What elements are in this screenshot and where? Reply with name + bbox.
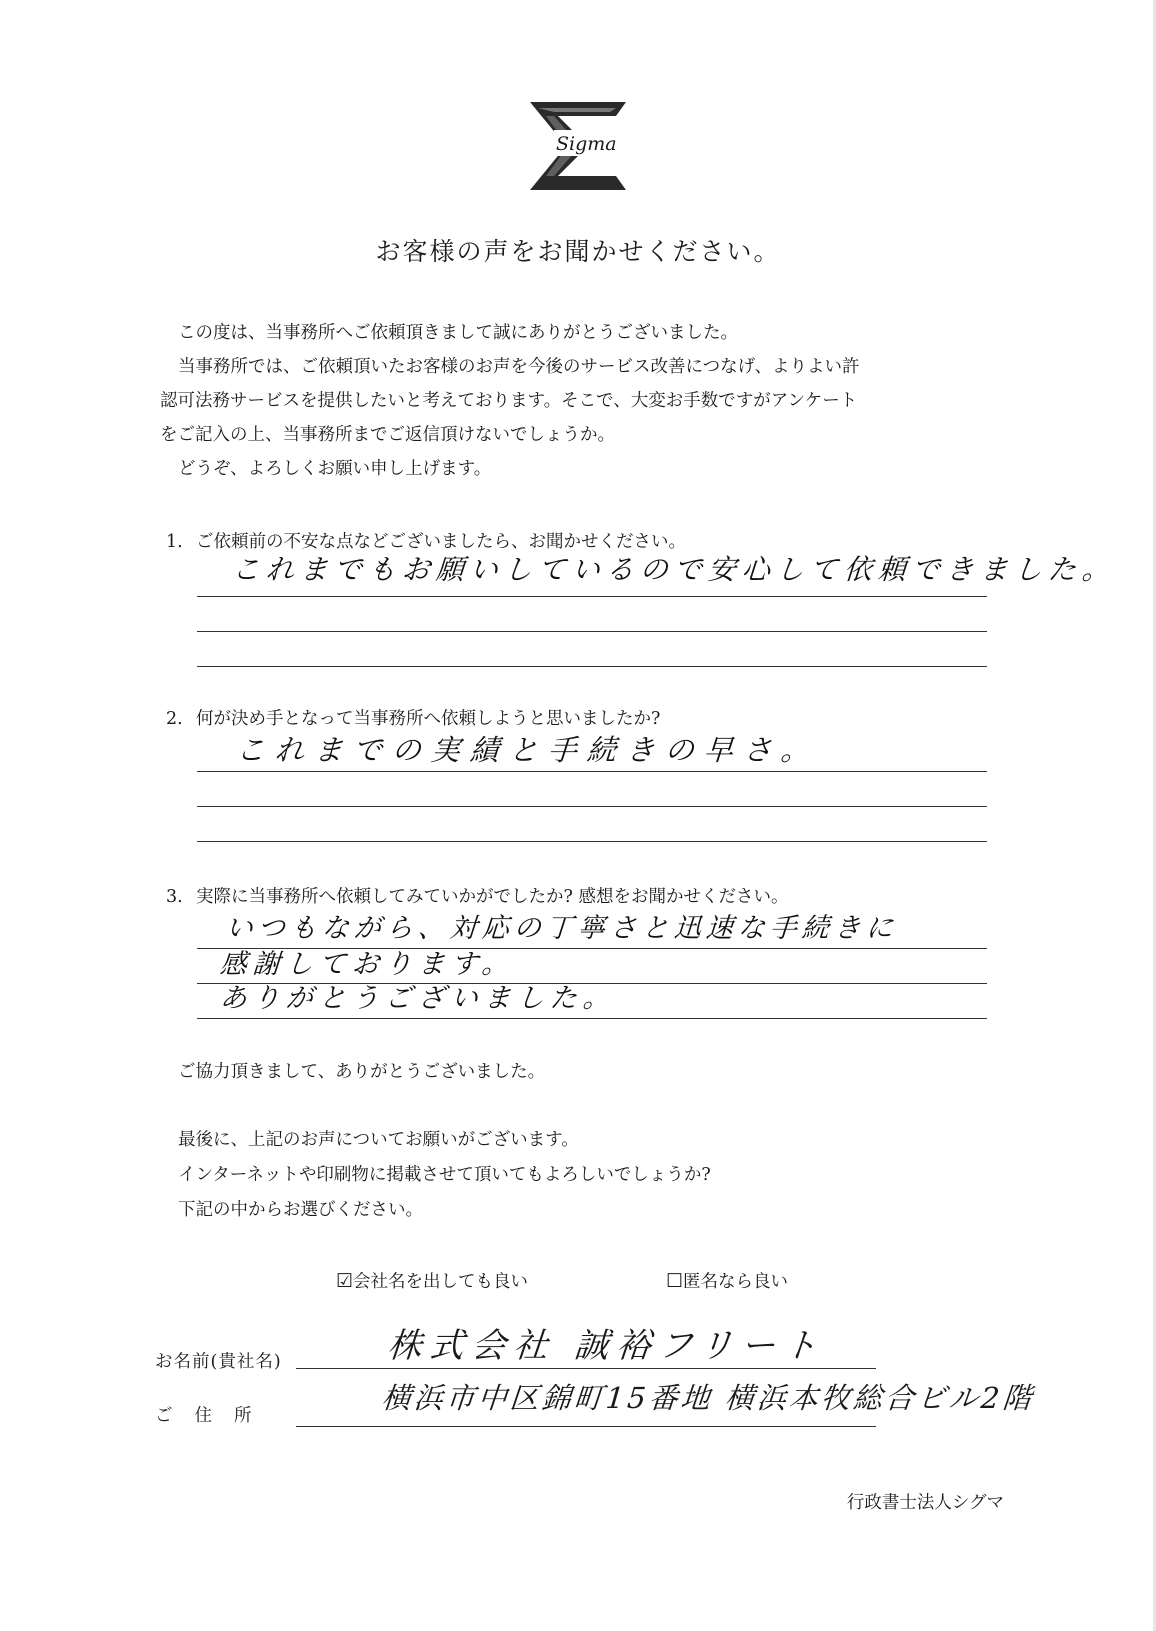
logo-text: Sigma	[556, 133, 617, 155]
name-field[interactable]: 株式会社 誠裕フリート	[385, 1326, 827, 1366]
option-anonymous[interactable]	[666, 1268, 788, 1293]
answer-line	[197, 666, 987, 667]
question-text: 何が決め手となって当事務所へ依頼しようと思いましたか?	[196, 709, 661, 729]
intro-line: どうぞ、よろしくお願い申し上げます。	[178, 459, 492, 479]
answer-line	[197, 596, 987, 597]
answer-line	[197, 806, 987, 807]
footer-org-name: 行政書士法人シグマ	[846, 1493, 1004, 1513]
option-label: 会社名を出しても良い	[353, 1272, 529, 1292]
question-text: 実際に当事務所へ依頼してみていかがでしたか? 感想をお聞かせください。	[196, 887, 789, 907]
intro-line: をご記入の上、当事務所までご返信頂けないでしょうか。	[160, 425, 615, 445]
name-underline	[296, 1368, 876, 1369]
sigma-logo-icon	[528, 100, 628, 192]
answer-2-line-1[interactable]: これまでの実績と手続きの早さ。	[234, 733, 821, 767]
answer-line	[197, 631, 987, 632]
intro-line: この度は、当事務所へご依頼頂きまして誠にありがとうございました。	[178, 323, 738, 343]
request-line: インターネットや印刷物に掲載させて頂いてもよろしいでしょうか?	[178, 1165, 711, 1185]
answer-line	[197, 841, 987, 842]
answer-3-line-3[interactable]: ありがとうございました。	[218, 983, 617, 1014]
question-number: 3.	[166, 887, 183, 907]
answer-line	[197, 1018, 987, 1019]
checkbox-checked-icon[interactable]: ☑	[336, 1270, 354, 1292]
question-number: 2.	[166, 709, 183, 729]
checkbox-icon[interactable]: ☐	[666, 1270, 684, 1292]
request-line: 最後に、上記のお声についてお願いがございます。	[178, 1130, 579, 1150]
name-label: お名前(貴社名)	[155, 1352, 282, 1372]
answer-3-line-1[interactable]: いつもながら、対応の丁寧さと迅速な手続きに	[224, 913, 899, 944]
intro-text	[160, 316, 1008, 486]
answer-3-line-2[interactable]: 感謝しております。	[218, 949, 516, 980]
address-underline	[296, 1426, 876, 1427]
address-label: ご住所	[155, 1406, 274, 1426]
page-title: お客様の声をお聞かせください。	[375, 237, 781, 266]
option-company-name[interactable]	[336, 1268, 528, 1293]
request-line: 下記の中からお選びください。	[178, 1200, 423, 1220]
intro-line: 認可法務サービスを提供したいと考えております。そこで、大変お手数ですがアンケート	[160, 391, 858, 411]
question-3	[166, 883, 788, 908]
answer-1-line-1[interactable]: これまでもお願いしているので安心して依頼できました。	[230, 553, 1118, 586]
option-label: 匿名なら良い	[683, 1272, 789, 1292]
question-number: 1.	[166, 532, 183, 552]
question-text: ご依頼前の不安な点などございましたら、お聞かせください。	[196, 532, 686, 552]
thanks-text: ご協力頂きまして、ありがとうございました。	[178, 1062, 546, 1082]
question-2	[166, 705, 660, 730]
intro-line: 当事務所では、ご依頼頂いたお客様のお声を今後のサービス改善につなげ、よりよい許	[178, 357, 860, 377]
answer-line	[197, 771, 987, 772]
address-field[interactable]: 横浜市中区錦町15番地 横浜本牧総合ビル2階	[380, 1381, 1036, 1415]
